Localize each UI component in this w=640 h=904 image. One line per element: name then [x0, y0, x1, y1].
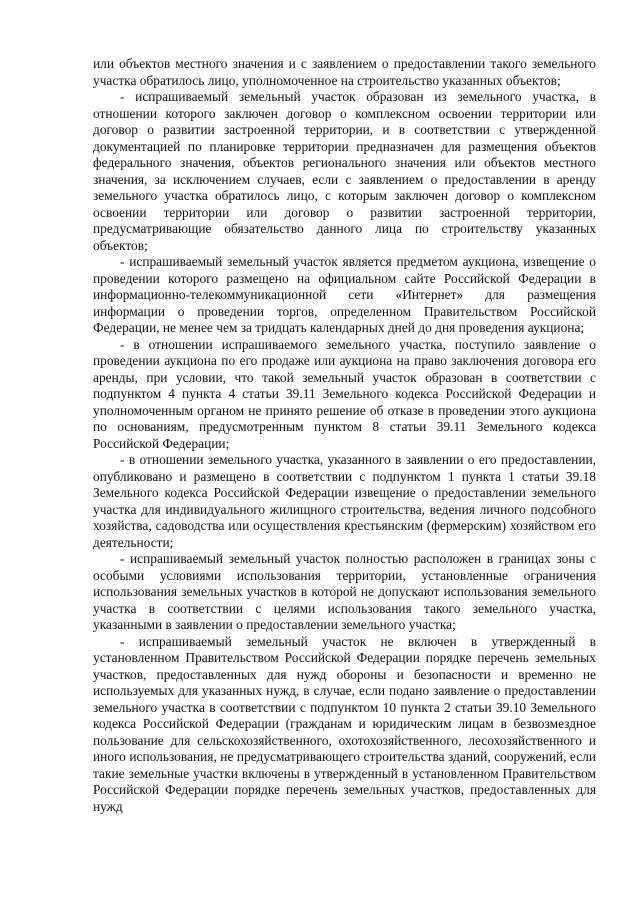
- paragraph-special-zone: - испрашиваемый земельный участок полностью расположен в границах зоны с особыми условиями использования территории, установленные ограничения использования земельных участков в которой не допускают использования земельного участка в соответствии с целями использования такого земельного участка, указанными в заявлении о предоставлении земельного участка;: [93, 551, 596, 632]
- paragraph-defense-list: - испрашиваемый земельный участок не включен в утвержденный в установленном Правительством Российской Федерации порядке перечень земельных участков, предоставленных для нужд обороны и безопасности и временно не используемых для указанных нужд, в случае, если подано заявление о предоставлении земельного участка в соответствии с подпунктом 10 пункта 2 статьи 39.10 Земельного кодекса Российской Федерации (гражданам и юридическим лицам в безвозмездное пользование для сельскохозяйственного, охотохозяйственного, лесохозяйственного и иного использования, не предусматривающего строительства зданий, сооружений, если такие земельные участки включены в утвержденный в установленном Правительством Российской Федерации порядке перечень земельных участков, предоставленных для нужд: [93, 633, 596, 814]
- paragraph-complex-development: - испрашиваемый земельный участок образован из земельного участка, в отношении которого заключен договор о комплексном освоении территории или договор о развитии застроенной территории, и в соответствии с утвержденной документацией по планировке территории предназначен для размещения объектов федерального значения, объектов регионального значения или объектов местного значения, за исключением случаев, если с заявлением о предоставлении в аренду земельного участка обратилось лицо, с которым заключен договор о комплексном освоении территории или договор о развитии застроенной территории, предусматривающие обязательство данного лица по строительству указанных объектов;: [93, 89, 596, 253]
- paragraph-continuation: или объектов местного значения и с заявлением о предоставлении такого земельного участка обратилось лицо, уполномоченное на строительство указанных объектов;: [93, 56, 596, 88]
- paragraph-auction-subject: - испрашиваемый земельный участок является предметом аукциона, извещение о проведении которого размещено на официальном сайте Российской Федерации в информационно-телекоммуникационной сети «Интернет» для размещения информации о проведении торгов, определенном Правительством Российской Федерации, не менее чем за тридцать календарных дней до дня проведения аукциона;: [93, 254, 596, 335]
- document-page: [93, 56, 596, 815]
- paragraph-published-notice: - в отношении земельного участка, указанного в заявлении о его предоставлении, опубликовано и размещено в соответствии с подпунктом 1 пункта 1 статьи 39.18 Земельного кодекса Российской Федерации извещение о предоставлении земельного участка для индивидуального жилищного строительства, ведения личного подсобного хозяйства, садоводства или осуществления крестьянским (фермерским) хозяйством его деятельности;: [93, 452, 596, 550]
- paragraph-auction-application: - в отношении испрашиваемого земельного участка, поступило заявление о проведении аукциона по его продаже или аукциона на право заключения договора его аренды, при условии, что такой земельный участок образован в соответствии с подпунктом 4 пункта 4 статьи 39.11 Земельного кодекса Российской Федерации и уполномоченным органом не принято решение об отказе в проведении этого аукциона по основаниям, предусмотренным пунктом 8 статьи 39.11 Земельного кодекса Российской Федерации;: [93, 336, 596, 451]
